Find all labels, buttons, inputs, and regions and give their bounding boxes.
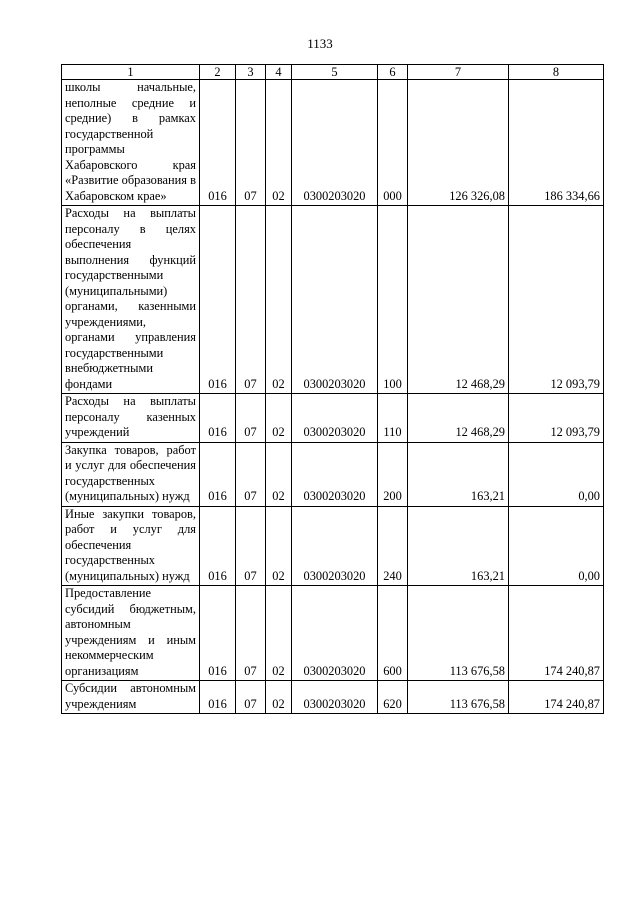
budget-table: [61, 64, 604, 714]
header-row: [62, 65, 604, 80]
ministry-code: 016: [200, 506, 236, 586]
amount-col7: 12 468,29: [408, 206, 509, 394]
ministry-code: 016: [200, 586, 236, 681]
amount-col7: 163,21: [408, 442, 509, 506]
subsection-code: 02: [266, 586, 292, 681]
section-code: 07: [236, 506, 266, 586]
expense-type-code: 100: [378, 206, 408, 394]
expense-type-code: 200: [378, 442, 408, 506]
amount-col7: 126 326,08: [408, 80, 509, 206]
subsection-code: 02: [266, 506, 292, 586]
table-row: [62, 206, 604, 394]
ministry-code: 016: [200, 80, 236, 206]
table-row: [62, 442, 604, 506]
amount-col7: 163,21: [408, 506, 509, 586]
row-name: Предоставление субсидий бюджетным, автономным учреждениям и иным некоммерческим организациям: [62, 586, 200, 681]
page-number: 1133: [307, 36, 333, 51]
column-header: 1: [62, 65, 200, 80]
table-row: [62, 394, 604, 443]
amount-col7: 113 676,58: [408, 586, 509, 681]
column-header: 7: [408, 65, 509, 80]
ministry-code: 016: [200, 442, 236, 506]
target-article-code: 0300203020: [292, 442, 378, 506]
row-name: Расходы на выплаты персоналу казенных учреждений: [62, 394, 200, 443]
column-header: 3: [236, 65, 266, 80]
row-name: Расходы на выплаты персоналу в целях обеспечения выполнения функций государственными (муниципальными) органами, казенными учреждениями, органами управления государственными внебюджетными фондами: [62, 206, 200, 394]
target-article-code: 0300203020: [292, 681, 378, 714]
target-article-code: 0300203020: [292, 394, 378, 443]
target-article-code: 0300203020: [292, 206, 378, 394]
section-code: 07: [236, 206, 266, 394]
column-header: 8: [509, 65, 604, 80]
target-article-code: 0300203020: [292, 506, 378, 586]
amount-col7: 12 468,29: [408, 394, 509, 443]
amount-col8: 174 240,87: [509, 586, 604, 681]
expense-type-code: 000: [378, 80, 408, 206]
subsection-code: 02: [266, 80, 292, 206]
column-header: 5: [292, 65, 378, 80]
section-code: 07: [236, 586, 266, 681]
amount-col8: 12 093,79: [509, 206, 604, 394]
row-name: Иные закупки товаров, работ и услуг для обеспечения государственных (муниципальных) нужд: [62, 506, 200, 586]
amount-col8: 174 240,87: [509, 681, 604, 714]
table-row: [62, 506, 604, 586]
row-name: школы начальные, неполные средние и средние) в рамках государственной программы Хабаровского края «Развитие образования в Хабаровском крае»: [62, 80, 200, 206]
table-row: [62, 586, 604, 681]
amount-col8: 12 093,79: [509, 394, 604, 443]
amount-col8: 0,00: [509, 442, 604, 506]
subsection-code: 02: [266, 442, 292, 506]
subsection-code: 02: [266, 394, 292, 443]
ministry-code: 016: [200, 681, 236, 714]
section-code: 07: [236, 442, 266, 506]
table-row: [62, 80, 604, 206]
subsection-code: 02: [266, 681, 292, 714]
row-name: Закупка товаров, работ и услуг для обеспечения государственных (муниципальных) нужд: [62, 442, 200, 506]
expense-type-code: 110: [378, 394, 408, 443]
amount-col7: 113 676,58: [408, 681, 509, 714]
expense-type-code: 600: [378, 586, 408, 681]
expense-type-code: 620: [378, 681, 408, 714]
amount-col8: 0,00: [509, 506, 604, 586]
column-header: 4: [266, 65, 292, 80]
expense-type-code: 240: [378, 506, 408, 586]
row-name: Субсидии автономным учреждениям: [62, 681, 200, 714]
section-code: 07: [236, 80, 266, 206]
target-article-code: 0300203020: [292, 586, 378, 681]
column-header: 6: [378, 65, 408, 80]
ministry-code: 016: [200, 206, 236, 394]
subsection-code: 02: [266, 206, 292, 394]
column-header: 2: [200, 65, 236, 80]
target-article-code: 0300203020: [292, 80, 378, 206]
ministry-code: 016: [200, 394, 236, 443]
table-row: [62, 681, 604, 714]
amount-col8: 186 334,66: [509, 80, 604, 206]
section-code: 07: [236, 681, 266, 714]
section-code: 07: [236, 394, 266, 443]
